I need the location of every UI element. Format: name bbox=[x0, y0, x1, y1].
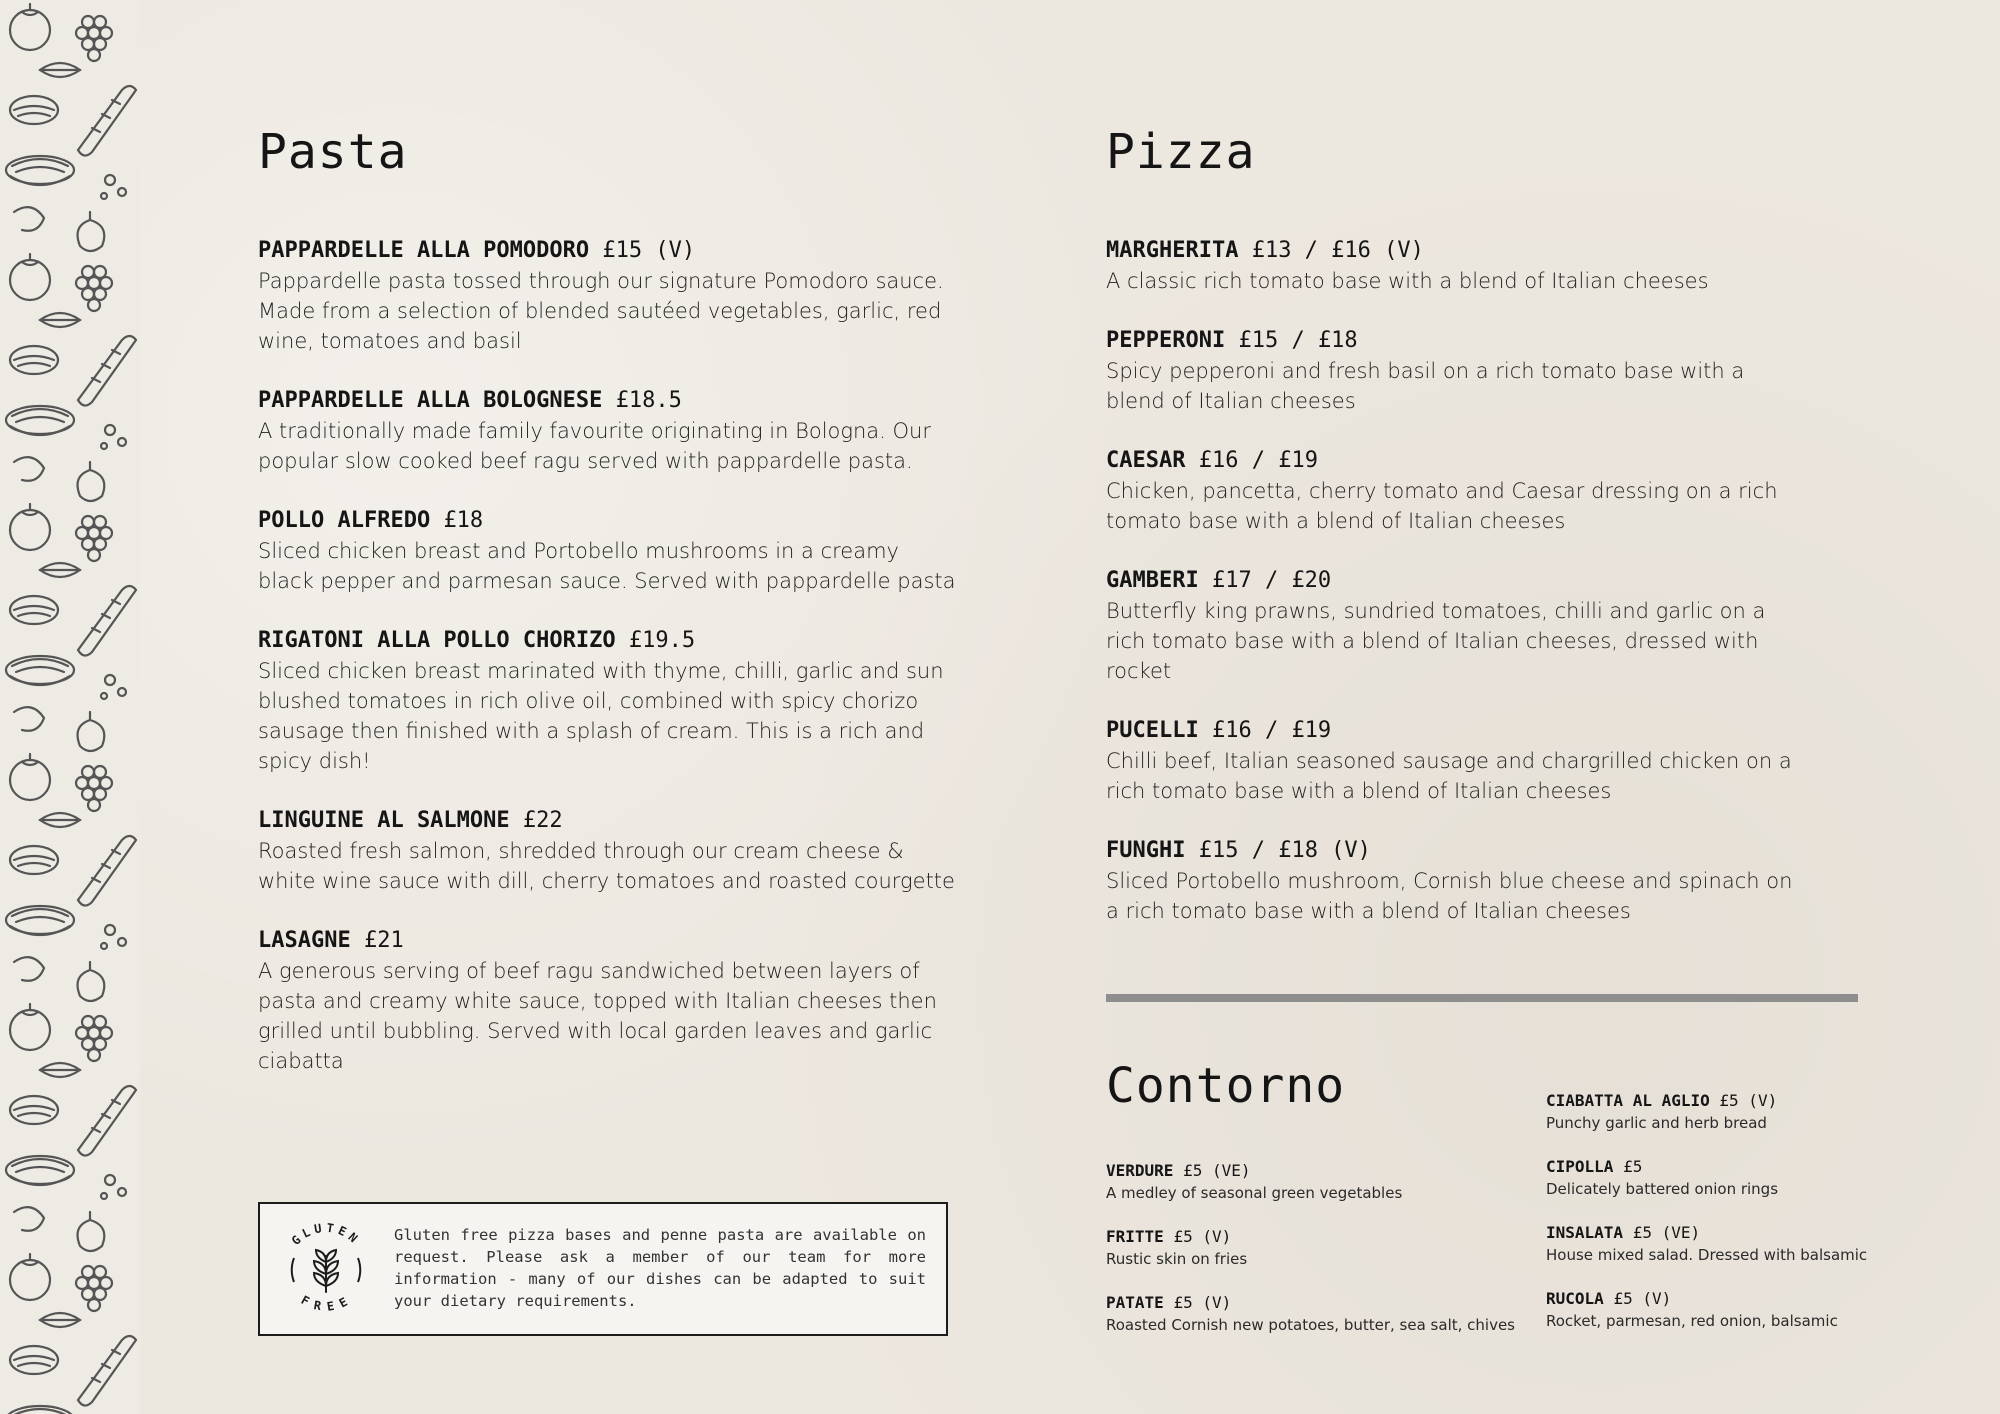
dish-description: Sliced Portobello mushroom, Cornish blue cheese and spinach on a rich tomato base with a blend of Italian cheeses bbox=[1106, 869, 1793, 923]
item-heading bbox=[1106, 566, 1806, 596]
dish-price: £17 / £20 bbox=[1211, 568, 1332, 593]
dish-name: MARGHERITA bbox=[1106, 238, 1239, 263]
contorno-item bbox=[1546, 1222, 1986, 1266]
dish-description: A traditionally made family favourite originating in Bologna. Our popular slow cooked beef ragu served with pappardelle pasta. bbox=[258, 419, 931, 473]
dish-name: FRITTE bbox=[1106, 1227, 1164, 1246]
pizza-section-title: Pizza bbox=[1106, 124, 1256, 180]
contorno-item bbox=[1546, 1288, 1986, 1332]
dish-price: £5 bbox=[1623, 1157, 1643, 1176]
dish-description: A classic rich tomato base with a blend of Italian cheeses bbox=[1106, 269, 1709, 293]
item-heading bbox=[1106, 446, 1806, 476]
contorno-item bbox=[1106, 1226, 1536, 1270]
dish-price: £13 / £16 (V) bbox=[1251, 238, 1424, 263]
item-heading bbox=[1106, 836, 1806, 866]
dish-price: £22 bbox=[522, 808, 563, 833]
dish-description: Sliced chicken breast marinated with thyme, chilli, garlic and sun blushed tomatoes in rich olive oil, combined with spicy chorizo sausage then finished with a splash of cream. This is a rich and spicy dish! bbox=[258, 659, 944, 773]
dish-price: £5 (V) bbox=[1719, 1091, 1778, 1110]
pasta-menu-list bbox=[258, 236, 958, 1106]
section-divider bbox=[1106, 994, 1858, 1002]
pasta-item bbox=[258, 236, 958, 356]
dish-name: RUCOLA bbox=[1546, 1289, 1604, 1308]
dish-name: PEPPERONI bbox=[1106, 328, 1226, 353]
contorno-item bbox=[1106, 1160, 1536, 1204]
dish-price: £5 (V) bbox=[1173, 1293, 1232, 1312]
dish-description: House mixed salad. Dressed with balsamic bbox=[1546, 1246, 1868, 1264]
pizza-item bbox=[1106, 236, 1806, 296]
pizza-item bbox=[1106, 326, 1806, 416]
item-heading bbox=[258, 506, 958, 536]
contorno-item bbox=[1546, 1156, 1986, 1200]
item-heading bbox=[258, 926, 958, 956]
pasta-item bbox=[258, 806, 958, 896]
dish-description: A generous serving of beef ragu sandwiched between layers of pasta and creamy white sauce, topped with Italian cheeses then grilled until bubbling. Served with local garden leaves and garlic ciabatta bbox=[258, 959, 937, 1073]
item-heading bbox=[1106, 326, 1806, 356]
dish-name: GAMBERI bbox=[1106, 568, 1199, 593]
item-heading bbox=[258, 806, 958, 836]
item-heading bbox=[1106, 716, 1806, 746]
dish-price: £5 (V) bbox=[1613, 1289, 1672, 1308]
item-heading bbox=[1546, 1156, 1986, 1178]
dish-name: VERDURE bbox=[1106, 1161, 1174, 1180]
doodle-pattern-icon bbox=[0, 0, 140, 1414]
dish-price: £15 / £18 bbox=[1238, 328, 1358, 353]
item-heading bbox=[1106, 236, 1806, 266]
dish-description: Rocket, parmesan, red onion, balsamic bbox=[1546, 1312, 1838, 1330]
dish-price: £19.5 bbox=[628, 628, 696, 653]
item-heading bbox=[1106, 1160, 1536, 1182]
pizza-item bbox=[1106, 446, 1806, 536]
pasta-section-title: Pasta bbox=[258, 124, 408, 180]
dish-name: RIGATONI ALLA POLLO CHORIZO bbox=[258, 628, 616, 653]
item-heading bbox=[1106, 1226, 1536, 1248]
badge-bottom-text: FREE bbox=[298, 1292, 354, 1314]
item-heading bbox=[1106, 1292, 1536, 1314]
dish-description: Spicy pepperoni and fresh basil on a rich tomato base with a blend of Italian cheeses bbox=[1106, 359, 1745, 413]
badge-top-text: GLUTEN bbox=[288, 1220, 364, 1248]
item-heading bbox=[1546, 1222, 1986, 1244]
dish-name: CIABATTA AL AGLIO bbox=[1546, 1091, 1710, 1110]
dish-price: £21 bbox=[363, 928, 404, 953]
pasta-item bbox=[258, 926, 958, 1076]
dish-price: £16 / £19 bbox=[1198, 448, 1318, 473]
food-doodle-border bbox=[0, 0, 140, 1414]
dish-price: £5 (V) bbox=[1173, 1227, 1232, 1246]
dish-name: PUCELLI bbox=[1106, 718, 1199, 743]
pizza-item bbox=[1106, 566, 1806, 686]
dish-price: £16 / £19 bbox=[1211, 718, 1332, 743]
pasta-item bbox=[258, 506, 958, 596]
dish-price: £15 / £18 (V) bbox=[1198, 838, 1371, 863]
pizza-item bbox=[1106, 836, 1806, 926]
item-heading bbox=[1546, 1288, 1986, 1310]
dish-price: £15 (V) bbox=[602, 238, 696, 263]
gluten-free-notice bbox=[258, 1202, 948, 1336]
pasta-item bbox=[258, 626, 958, 776]
dish-price: £18 bbox=[443, 508, 484, 533]
dish-description: Butterfly king prawns, sundried tomatoes, chilli and garlic on a rich tomato base with a blend of Italian cheeses, dressed with rocket bbox=[1106, 599, 1766, 683]
dish-description: Roasted fresh salmon, shredded through our cream cheese & white wine sauce with dill, cherry tomatoes and roasted courgette bbox=[258, 839, 955, 893]
item-heading bbox=[258, 236, 958, 266]
dish-description: Punchy garlic and herb bread bbox=[1546, 1114, 1767, 1132]
svg-text:FREE bbox=[299, 1293, 354, 1314]
dish-description: A medley of seasonal green vegetables bbox=[1106, 1184, 1403, 1202]
dish-name: LINGUINE AL SALMONE bbox=[258, 808, 510, 833]
gluten-free-badge-icon bbox=[274, 1218, 378, 1322]
item-heading bbox=[258, 386, 958, 416]
dish-description: Roasted Cornish new potatoes, butter, sea salt, chives bbox=[1106, 1316, 1515, 1334]
dish-description: Sliced chicken breast and Portobello mushrooms in a creamy black pepper and parmesan sauce. Served with pappardelle pasta bbox=[258, 539, 956, 593]
item-heading bbox=[258, 626, 958, 656]
dish-description: Chicken, pancetta, cherry tomato and Caesar dressing on a rich tomato base with a blend of Italian cheeses bbox=[1106, 479, 1778, 533]
dish-price: £5 (VE) bbox=[1632, 1223, 1701, 1242]
dish-description: Delicately battered onion rings bbox=[1546, 1180, 1779, 1198]
contorno-right-list bbox=[1546, 1090, 1986, 1354]
contorno-item bbox=[1106, 1292, 1536, 1336]
item-heading bbox=[1546, 1090, 1986, 1112]
dish-description: Chilli beef, Italian seasoned sausage and chargrilled chicken on a rich tomato base with a blend of Italian cheeses bbox=[1106, 749, 1792, 803]
pizza-item bbox=[1106, 716, 1806, 806]
pizza-menu-list bbox=[1106, 236, 1806, 956]
dish-name: PAPPARDELLE ALLA BOLOGNESE bbox=[258, 388, 603, 413]
dish-name: PAPPARDELLE ALLA POMODORO bbox=[258, 238, 590, 263]
dish-name: CIPOLLA bbox=[1546, 1157, 1614, 1176]
contorno-left-list bbox=[1106, 1160, 1536, 1358]
dish-description: Rustic skin on fries bbox=[1106, 1250, 1248, 1268]
dish-price: £18.5 bbox=[615, 388, 682, 413]
dish-name: FUNGHI bbox=[1106, 838, 1186, 863]
pasta-item bbox=[258, 386, 958, 476]
contorno-item bbox=[1546, 1090, 1986, 1134]
dish-name: PATATE bbox=[1106, 1293, 1164, 1312]
dish-name: CAESAR bbox=[1106, 448, 1186, 473]
svg-text:GLUTEN bbox=[289, 1221, 363, 1248]
gluten-free-text: Gluten free pizza bases and penne pasta are available on request. Please ask a member of our team for more information - many of our dishes can be adapted to suit your dietary requirements. bbox=[394, 1226, 926, 1310]
contorno-section-title: Contorno bbox=[1106, 1058, 1346, 1114]
dish-name: INSALATA bbox=[1546, 1223, 1624, 1242]
dish-description: Pappardelle pasta tossed through our signature Pomodoro sauce. Made from a selection of blended sautéed vegetables, garlic, red wine, tomatoes and basil bbox=[258, 269, 944, 353]
dish-name: LASAGNE bbox=[258, 928, 351, 953]
dish-price: £5 (VE) bbox=[1183, 1161, 1251, 1180]
dish-name: POLLO ALFREDO bbox=[258, 508, 431, 533]
